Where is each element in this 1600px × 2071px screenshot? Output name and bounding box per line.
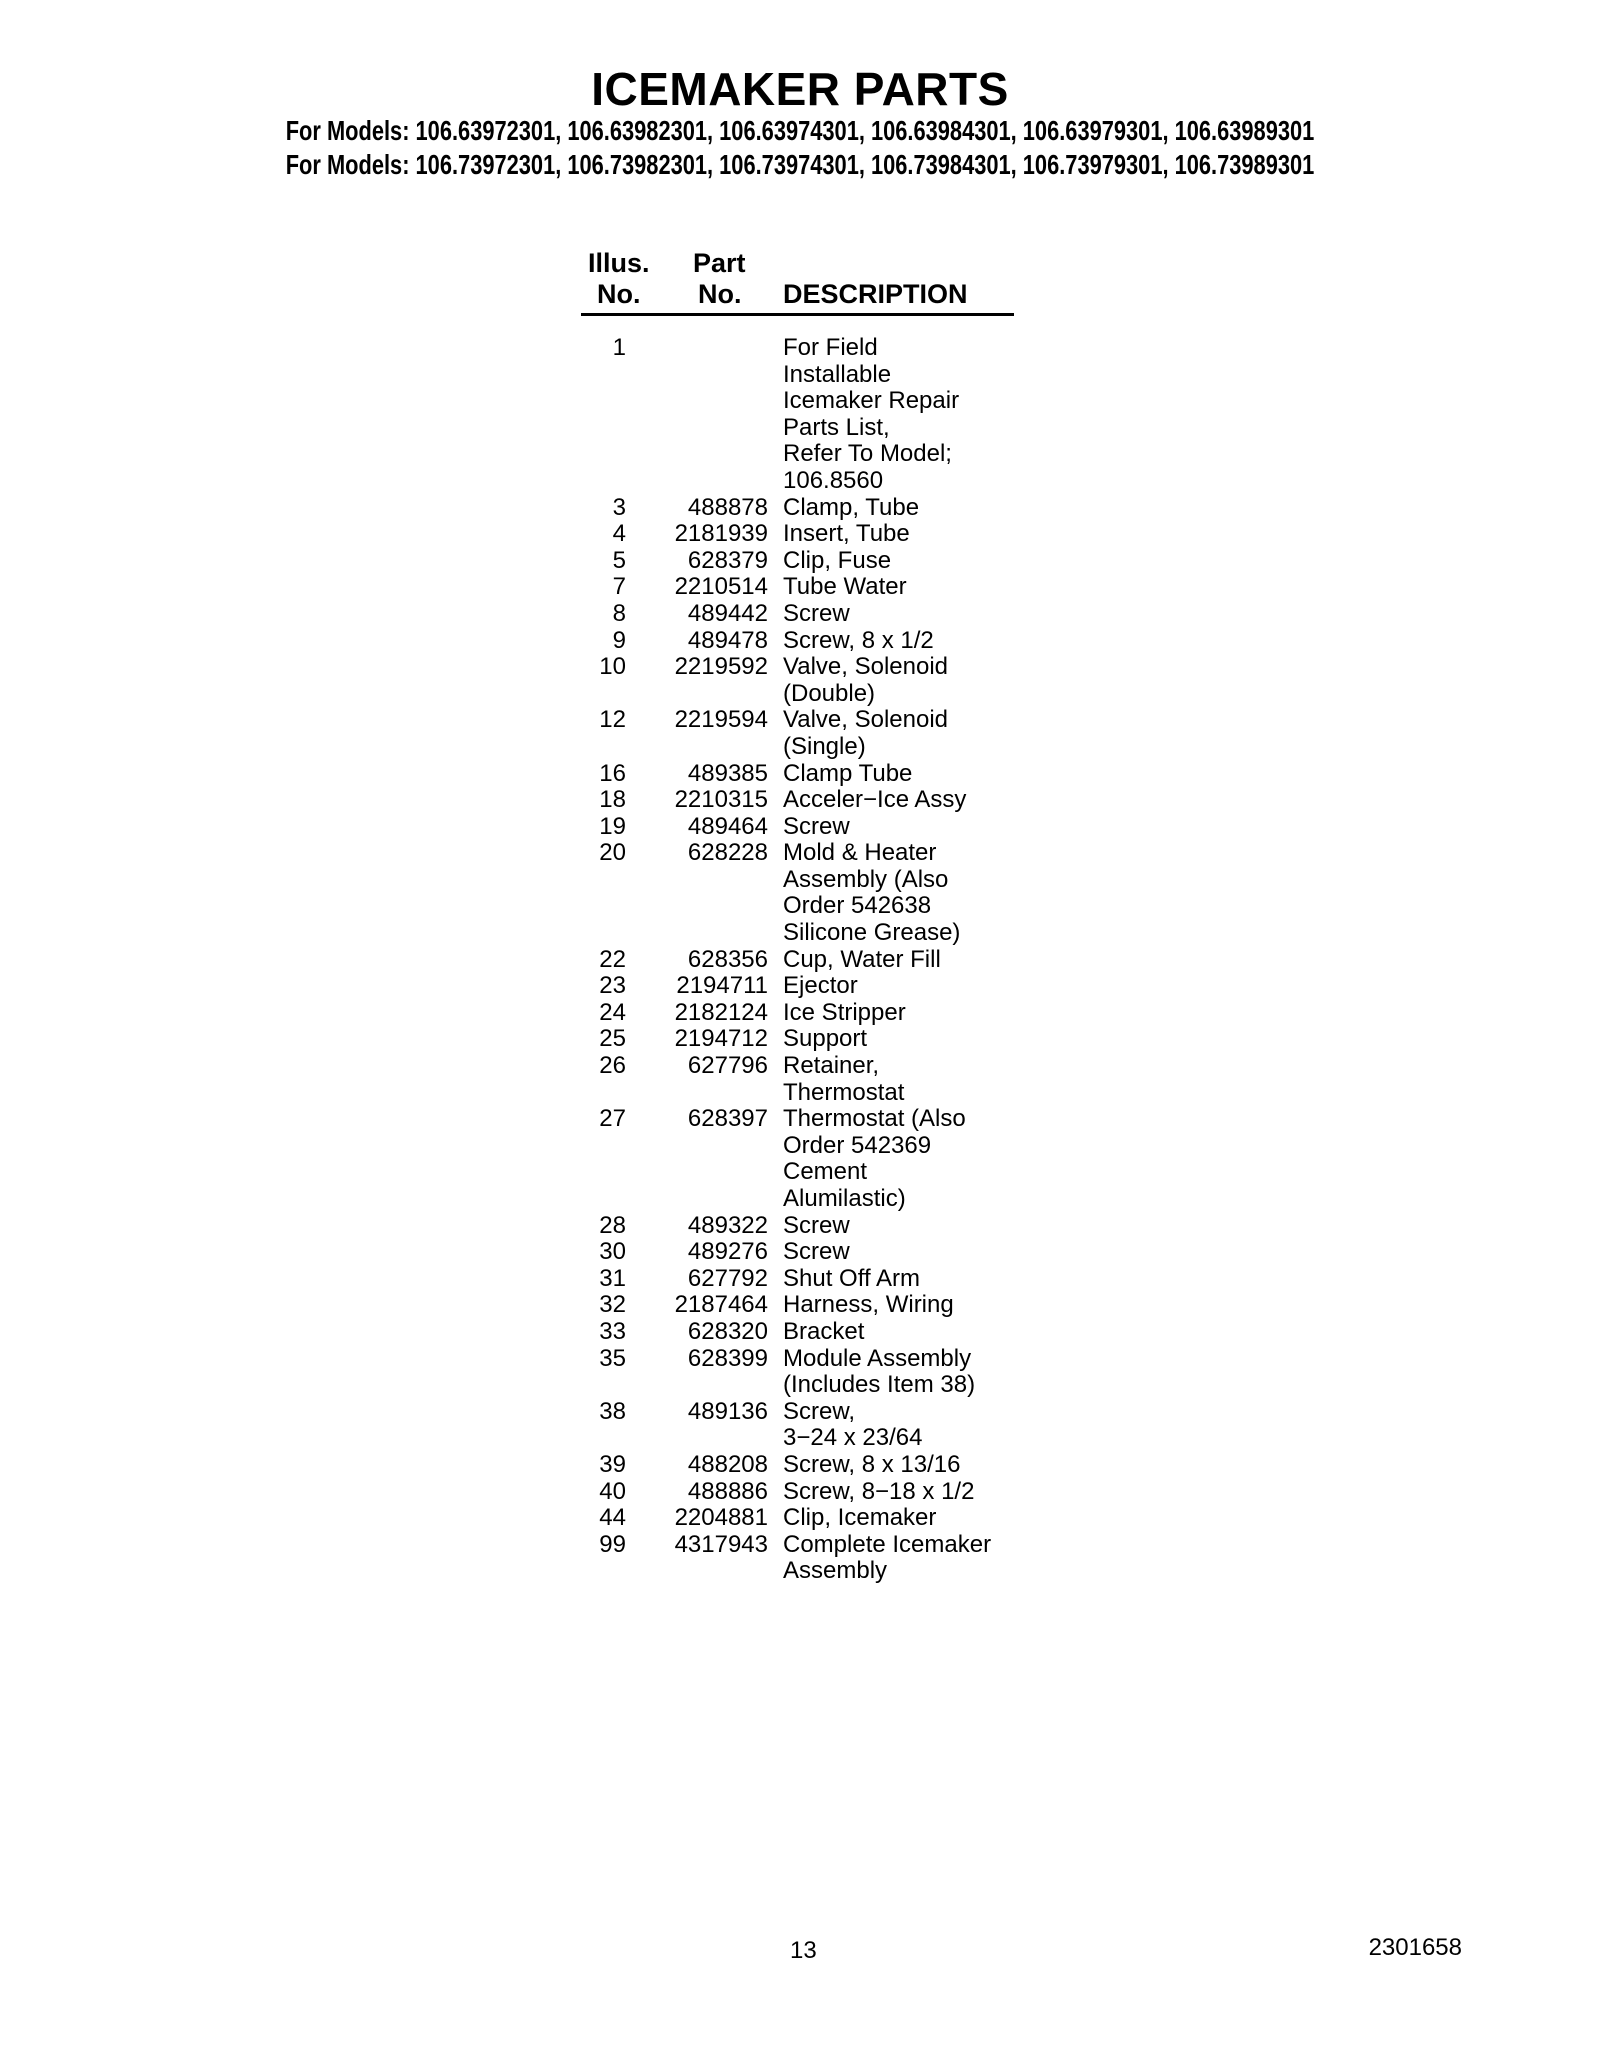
illus-number: 38 xyxy=(599,1397,626,1425)
part-number: 489464 xyxy=(687,812,768,840)
illus-number: 99 xyxy=(599,1530,626,1558)
part-number: 2204881 xyxy=(674,1504,768,1532)
part-number: 489322 xyxy=(687,1211,768,1239)
part-number: 2187464 xyxy=(674,1291,768,1319)
illus-number: 1 xyxy=(612,334,626,361)
part-description: Ejector xyxy=(783,972,858,1000)
part-description: Bracket xyxy=(783,1317,865,1345)
part-description: Complete Icemaker Assembly xyxy=(783,1530,992,1585)
part-description: Screw, 8−18 x 1/2 xyxy=(783,1477,975,1505)
part-number: 2219592 xyxy=(674,653,768,681)
part-number: 627796 xyxy=(687,1052,768,1080)
illus-number: 39 xyxy=(599,1450,626,1478)
part-number: 489276 xyxy=(687,1238,768,1266)
part-description: Screw, 3−24 x 23/64 xyxy=(783,1397,923,1452)
table-row xyxy=(0,1479,1600,1506)
part-description: Clip, Fuse xyxy=(783,546,892,574)
illus-number: 26 xyxy=(599,1052,626,1080)
part-description: Valve, Solenoid (Single) xyxy=(783,706,948,760)
table-row xyxy=(0,654,1600,707)
illus-number: 31 xyxy=(599,1264,626,1292)
part-number: 488886 xyxy=(687,1477,768,1505)
table-row xyxy=(0,1292,1600,1319)
illus-number: 24 xyxy=(599,998,626,1026)
illus-number: 19 xyxy=(599,812,626,840)
table-row xyxy=(0,495,1600,522)
header-illus-top: Illus. xyxy=(588,248,650,278)
table-row xyxy=(0,601,1600,628)
illus-number: 3 xyxy=(612,493,626,521)
illus-number: 44 xyxy=(599,1504,626,1532)
table-row xyxy=(0,1505,1600,1532)
illus-number: 20 xyxy=(599,839,626,867)
part-description: Module Assembly (Includes Item 38) xyxy=(783,1344,976,1399)
illus-number: 7 xyxy=(612,573,626,601)
part-description: Cup, Water Fill xyxy=(783,945,941,973)
illus-number: 23 xyxy=(599,972,626,1000)
illus-number: 16 xyxy=(599,759,626,787)
table-row xyxy=(0,1266,1600,1293)
part-description: For Field Installable Icemaker Repair Parts List, Refer To Model; 106.8560 xyxy=(783,334,960,494)
table-row xyxy=(0,1239,1600,1266)
table-row xyxy=(0,1213,1600,1240)
illus-number: 33 xyxy=(599,1317,626,1345)
illus-number: 32 xyxy=(599,1291,626,1319)
part-number: 489136 xyxy=(687,1397,768,1425)
table-row xyxy=(0,335,1600,495)
part-description: Harness, Wiring xyxy=(783,1291,954,1319)
part-number: 628399 xyxy=(687,1344,768,1372)
table-row xyxy=(0,574,1600,601)
illus-number: 27 xyxy=(599,1105,626,1133)
illus-number: 40 xyxy=(599,1477,626,1505)
part-number: 2210514 xyxy=(674,573,768,601)
part-number: 2194711 xyxy=(676,972,768,1000)
part-number: 2194712 xyxy=(674,1025,768,1053)
header-description: DESCRIPTION xyxy=(783,279,968,309)
illus-number: 9 xyxy=(612,626,626,654)
part-description: Support xyxy=(783,1025,868,1053)
part-number: 2182124 xyxy=(674,998,768,1026)
part-description: Shut Off Arm xyxy=(783,1264,920,1292)
illus-number: 4 xyxy=(612,520,626,548)
page-number: 13 xyxy=(790,1937,817,1964)
part-number: 628356 xyxy=(687,945,768,973)
part-description: Valve, Solenoid (Double) xyxy=(783,653,948,707)
illus-number: 12 xyxy=(599,706,626,734)
part-number: 489385 xyxy=(687,759,768,787)
illus-number: 25 xyxy=(599,1025,626,1053)
parts-table-body xyxy=(0,335,1600,1585)
table-row xyxy=(0,1532,1600,1585)
part-number: 628228 xyxy=(687,839,768,867)
table-row xyxy=(0,1319,1600,1346)
header-underline xyxy=(581,313,1014,316)
models-line-2: For Models: 106.73972301, 106.73982301, 106.73974301, 106.73984301, 106.73979301, 106.73989301 xyxy=(285,149,1315,180)
table-row xyxy=(0,1026,1600,1053)
illus-number: 5 xyxy=(612,546,626,574)
part-description: Tube Water xyxy=(783,573,907,601)
part-description: Thermostat (Also Order 542369 Cement Alumilastic) xyxy=(783,1105,966,1212)
illus-number: 8 xyxy=(612,599,626,627)
illus-number: 18 xyxy=(599,786,626,814)
part-number: 2181939 xyxy=(674,520,768,548)
part-description: Screw xyxy=(783,1211,850,1239)
table-row xyxy=(0,707,1600,760)
header-part-top: Part xyxy=(693,248,746,278)
part-number: 628379 xyxy=(687,546,768,574)
part-description: Screw, 8 x 13/16 xyxy=(783,1450,961,1478)
table-row xyxy=(0,947,1600,974)
part-number: 489442 xyxy=(687,599,768,627)
part-number: 627792 xyxy=(687,1264,768,1292)
illus-number: 28 xyxy=(599,1211,626,1239)
header-part-bottom: No. xyxy=(698,279,742,309)
table-row xyxy=(0,973,1600,1000)
part-description: Mold & Heater Assembly (Also Order 542638 Silicone Grease) xyxy=(783,839,961,947)
part-description: Clamp, Tube xyxy=(783,493,920,521)
part-description: Screw xyxy=(783,599,850,627)
part-number: 489478 xyxy=(687,626,768,654)
part-description: Insert, Tube xyxy=(783,520,910,548)
illus-number: 10 xyxy=(599,653,626,681)
part-number: 2219594 xyxy=(674,706,768,734)
header-illus-bottom: No. xyxy=(597,279,641,309)
part-number: 628320 xyxy=(687,1317,768,1345)
table-row xyxy=(0,1452,1600,1479)
document-number: 2301658 xyxy=(1368,1934,1462,1961)
table-row xyxy=(0,521,1600,548)
page-title: ICEMAKER PARTS xyxy=(591,63,1009,115)
part-description: Acceler−Ice Assy xyxy=(783,786,967,814)
part-description: Screw, 8 x 1/2 xyxy=(783,626,934,654)
table-row xyxy=(0,628,1600,655)
part-number: 2210315 xyxy=(674,786,768,814)
table-row xyxy=(0,814,1600,841)
illus-number: 35 xyxy=(599,1344,626,1372)
table-row xyxy=(0,1106,1600,1212)
table-row xyxy=(0,1346,1600,1399)
part-description: Screw xyxy=(783,1238,850,1266)
part-number: 628397 xyxy=(687,1105,768,1133)
part-number: 488878 xyxy=(687,493,768,521)
part-description: Ice Stripper xyxy=(783,998,906,1026)
part-description: Retainer, Thermostat xyxy=(783,1052,905,1106)
part-description: Screw xyxy=(783,812,850,840)
part-description: Clip, Icemaker xyxy=(783,1504,937,1532)
table-row xyxy=(0,1000,1600,1027)
table-row xyxy=(0,761,1600,788)
table-row xyxy=(0,787,1600,814)
illus-number: 22 xyxy=(599,945,626,973)
table-row xyxy=(0,1053,1600,1106)
table-row xyxy=(0,548,1600,575)
table-row xyxy=(0,1399,1600,1452)
table-row xyxy=(0,840,1600,946)
models-line-1: For Models: 106.63972301, 106.63982301, 106.63974301, 106.63984301, 106.63979301, 106.63989301 xyxy=(285,115,1315,146)
part-number: 488208 xyxy=(687,1450,768,1478)
illus-number: 30 xyxy=(599,1238,626,1266)
part-number: 4317943 xyxy=(674,1530,768,1558)
part-description: Clamp Tube xyxy=(783,759,913,787)
